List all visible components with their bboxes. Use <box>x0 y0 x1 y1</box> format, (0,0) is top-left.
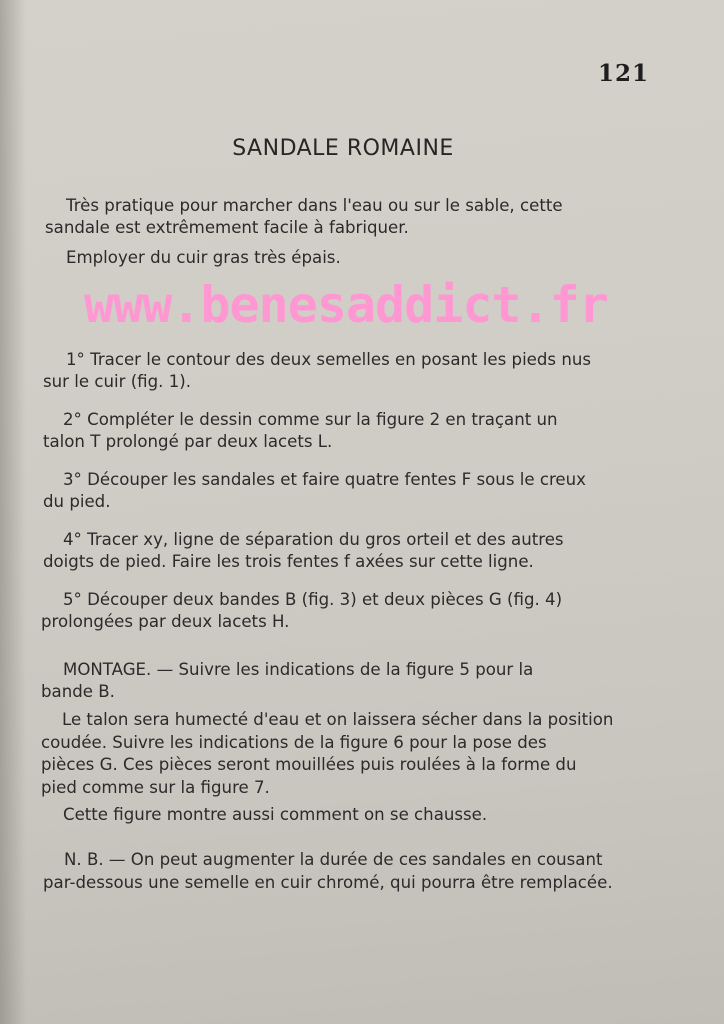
text-line: prolongées par deux lacets H. <box>41 612 290 631</box>
text-line: N. B. — On peut augmenter la durée de ces sandales en cousant <box>64 850 603 869</box>
text-line: Employer du cuir gras très épais. <box>66 248 341 267</box>
text-line: coudée. Suivre les indications de la figure 6 pour la pose des <box>41 733 547 752</box>
text-line: doigts de pied. Faire les trois fentes f axées sur cette ligne. <box>43 552 534 571</box>
text-line: bande B. <box>41 682 115 701</box>
watermark: www.benesaddict.fr <box>84 276 608 334</box>
text-line: pièces G. Ces pièces seront mouillées puis roulées à la forme du <box>41 755 577 774</box>
text-line: sur le cuir (fig. 1). <box>43 372 192 391</box>
text-line: par-dessous une semelle en cuir chromé, qui pourra être remplacée. <box>43 873 613 892</box>
text-line: du pied. <box>43 492 111 511</box>
text-line: pied comme sur la figure 7. <box>41 778 270 797</box>
text-line: sandale est extrêmement facile à fabriquer. <box>45 218 409 237</box>
text-line: Le talon sera humecté d'eau et on laissera sécher dans la position <box>62 710 614 729</box>
text-line: 2° Compléter le dessin comme sur la figure 2 en traçant un <box>63 410 558 429</box>
text-line: 3° Découper les sandales et faire quatre fentes F sous le creux <box>63 470 586 489</box>
text-line: 1° Tracer le contour des deux semelles en posant les pieds nus <box>66 350 592 369</box>
text-line: MONTAGE. — Suivre les indications de la figure 5 pour la <box>63 660 534 679</box>
text-line: 5° Découper deux bandes B (fig. 3) et deux pièces G (fig. 4) <box>63 590 563 609</box>
text-line: Très pratique pour marcher dans l'eau ou sur le sable, cette <box>66 196 563 215</box>
page-number: 121 <box>598 60 650 87</box>
page-title: SANDALE ROMAINE <box>232 136 454 161</box>
text-line: talon T prolongé par deux lacets L. <box>43 432 333 451</box>
text-line: 4° Tracer xy, ligne de séparation du gros orteil et des autres <box>63 530 564 549</box>
text-line: Cette figure montre aussi comment on se chausse. <box>63 805 488 824</box>
